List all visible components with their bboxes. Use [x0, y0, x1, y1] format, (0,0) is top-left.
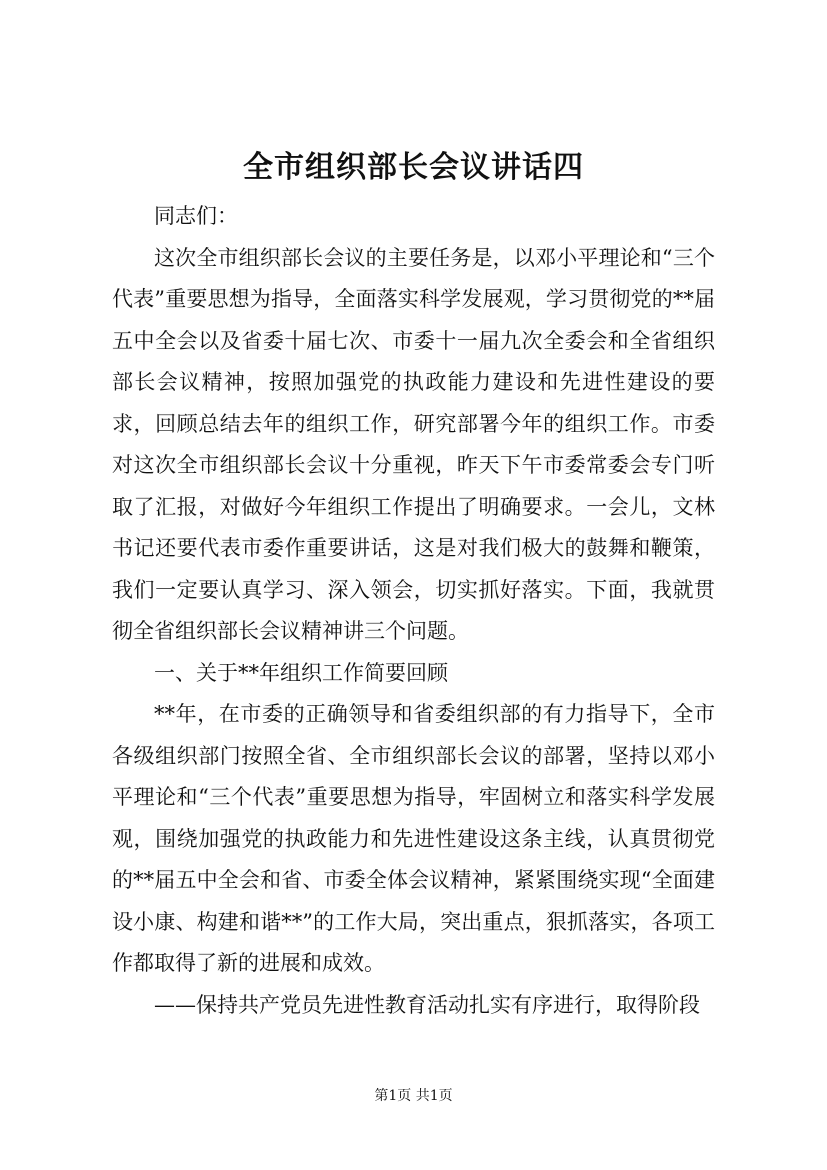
- paragraph-review: **年，在市委的正确领导和省委组织部的有力指导下，全市各级组织部门按照全省、全市组织部长会议的部署，坚持以邓小平理论和“三个代表”重要思想为指导，牢固树立和落实科学发展观，围绕加强党的执政能力和先进性建设这条主线，认真贯彻党的**届五中全会和省、市委全体会议精神，紧紧围绕实现“全面建设小康、构建和谐**”的工作大局，突出重点，狠抓落实，各项工作都取得了新的进展和成效。: [112, 702, 715, 975]
- document-body: [112, 196, 715, 1026]
- page-footer: 第1页 共1页: [374, 1088, 453, 1104]
- section-heading-review: 一、关于**年组织工作简要回顾: [154, 660, 448, 685]
- paragraph-salutation: 同志们：: [154, 204, 238, 228]
- paragraph-intro: 这次全市组织部长会议的主要任务是，以邓小平理论和“三个代表”重要思想为指导，全面落实科学发展观，学习贯彻党的**届五中全会以及省委十届七次、市委十一届九次全委会和全省组织部长会议精神，按照加强党的执政能力建设和先进性建设的要求，回顾总结去年的组织工作，研究部署今年的组织工作。市委对这次全市组织部长会议十分重视，昨天下午市委常委会专门听取了汇报，对做好今年组织工作提出了明确要求。一会儿，文林书记还要代表市委作重要讲话，这是对我们极大的鼓舞和鞭策，我们一定要认真学习、深入领会，切实抓好落实。下面，我就贯彻全省组织部长会议精神讲三个问题。: [112, 245, 715, 643]
- document-title: 全市组织部长会议讲话四: [243, 150, 584, 185]
- paragraph-education-campaign: ——保持共产党员先进性教育活动扎实有序进行，取得阶段: [154, 992, 700, 1017]
